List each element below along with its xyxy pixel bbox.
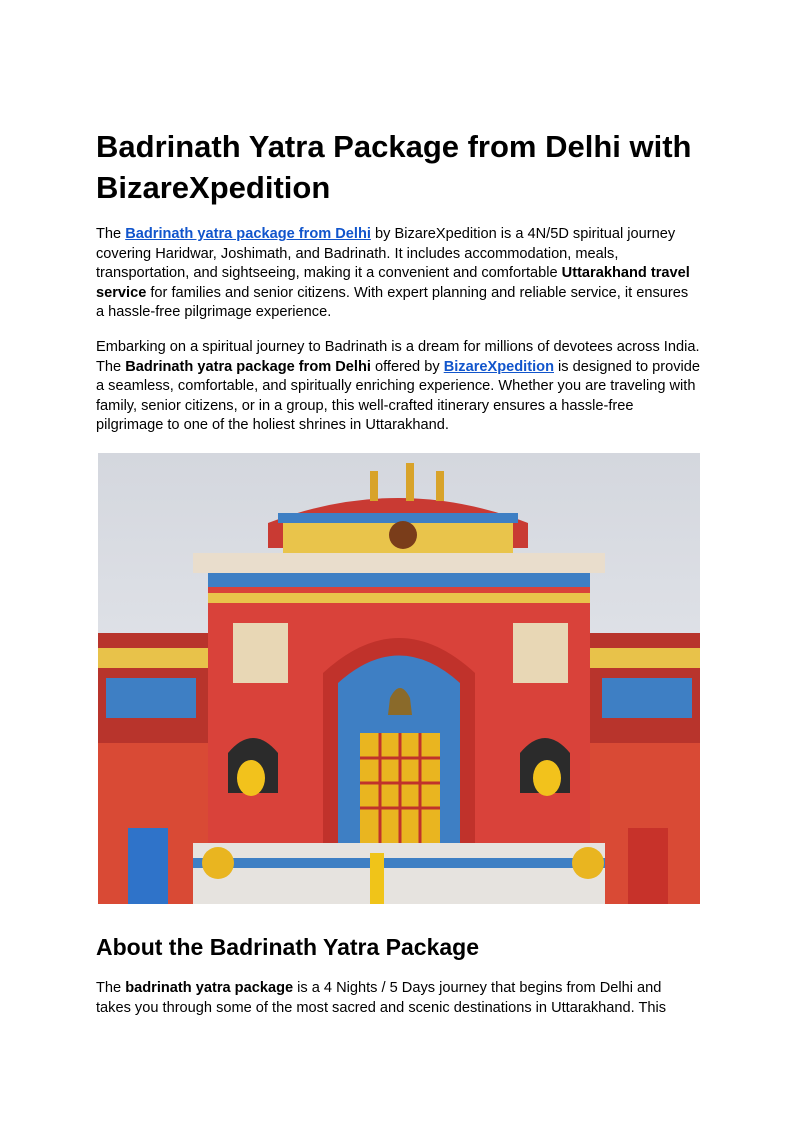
para3-text-2: is a 4 Nights / 5 Days journey that begins from Delhi and takes you through some of the most sacred and scenic destinations in Uttarakhand. This [96,980,667,1016]
para3-bold-text: badrinath yatra package [125,980,294,996]
page-title: Badrinath Yatra Package from Delhi with BizareXpedition [96,129,692,205]
intro-text-3: for families and senior citizens. With expert planning and reliable service, it ensures a hassle-free pilgrimage experience. [96,284,689,321]
badrinath-package-link[interactable]: Badrinath yatra package from Delhi [125,226,371,242]
third-paragraph [96,979,700,1018]
intro-bold-text: Uttarakhand travel service [96,265,690,301]
bizarexpedition-link[interactable]: BizareXpedition [443,358,554,375]
para2-bold-text: Badrinath yatra package from Delhi [125,358,371,375]
section-heading: About the Badrinath Yatra Package [96,934,480,960]
para2-text-2: offered by [370,358,444,375]
intro-text-2: by BizareXpedition is a 4N/5D spiritual journey covering Haridwar, Joshimath, and Badrinath. It includes accommodation, meals, transportation, and sightseeing, making it a convenient and comfortable [96,226,676,282]
badrinath-temple-photo [98,453,700,904]
para2-text-1: Embarking on a spiritual journey to Badrinath is a dream for millions of devotees across India. The [96,339,700,375]
intro-text-1: The [96,226,126,242]
intro-paragraph [96,225,700,323]
para3-text-1: The [96,980,126,996]
para2-text-3: is designed to provide a seamless, comfortable, and spiritually enriching experience. Whether you are traveling with family, senior citizens, or in a group, this well-crafted itinerary ensures a hassle-free pilgrimage to one of the holiest shrines in Uttarakhand. [96,358,701,434]
second-paragraph [96,338,700,436]
